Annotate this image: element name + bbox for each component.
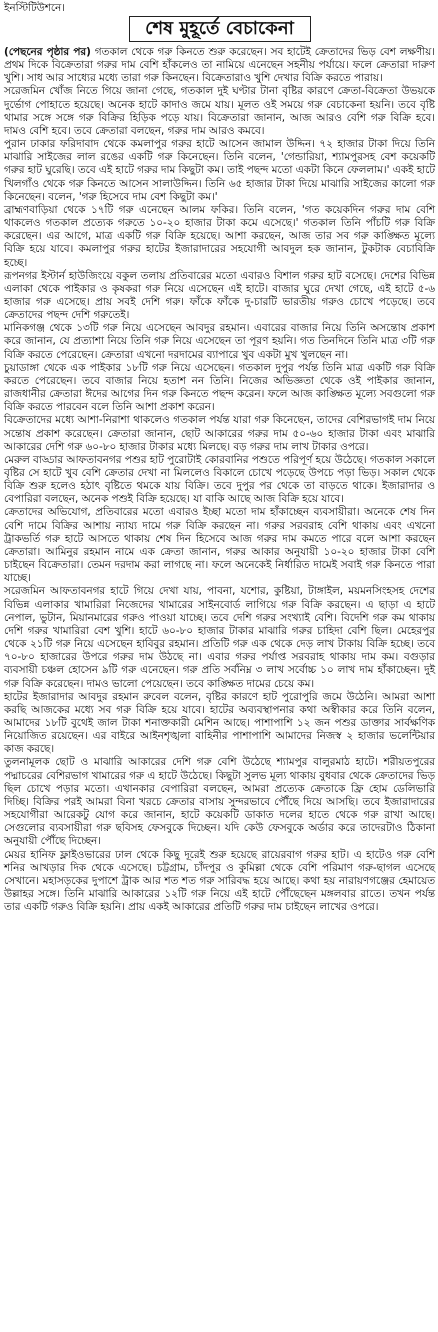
paragraph-4: ব্রাহ্মণবাড়িয়া থেকে ১৭টি গরু এনেছেন আলম ফকির। তিনি বলেন, 'গত কয়েকদিন গরুর দাম বেশি থাকলেও গতকাল প্রত্যেক গরুতে ১০-২০ হাজার টাকা কমে এসেছে।' গতকাল তিনি পাঁচটি গরু বিক্রি করেছেন। এর আগে, মাত্র একটি গরু বিক্রি হয়েছে। আশা করছেন, আজ তার সব গরু কাঙ্ক্ষিত মূল্যে বিক্রি হয়ে যাবে। কমলাপুর গরুর হাটের ইজারাদারের সহযোগী আবদুল হক জানান, টুকটাক বেচাবিক্রি হচ্ছে। (4, 203, 435, 269)
paragraph-3: পুরান ঢাকার ফরিদাবাদ থেকে কমলাপুর গরুর হাটে আসেন জামাল উদ্দিন। ৭২ হাজার টাকা দিয়ে তিনি মাঝারি সাইজের লাল রঙের একটি গরু কিনেছেন। তিনি বলেন, 'গেন্ডারিয়া, শ্যামপুরসহ বেশ কয়েকটি গরুর হাট ঘুরেছি। তবে এই হাটে গরুর দাম কিছুটা কম। তাই পছন্দ মতো একটা কিনে ফেললাম।' একই হাটে খিলগাঁও থেকে গরু কিনতে আসেন সালাউদ্দিন। তিনি ৬৫ হাজার টাকা দিয়ে মাঝারি সাইজের কালো গরু কিনেছেন। বলেন, 'গরু হিসেবে দাম বেশ কিছুটা কম।' (4, 138, 435, 203)
paragraph-13: তুলনামূলক ছোট ও মাঝারি আকারের দেশি গরু বেশি উঠেছে শ্যামপুর বালুরমাঠ হাটে। শরীয়তপুরের পদ্মাচরের বেশিরভাগ খামারের গরু এ হাটে উঠেছে। কিছুটা সুলভ মূল্য থাকায় বুধবার থেকে ক্রেতাদের ভিড় ছিল চোখে পড়ার মতো। এখানকার বেপারিরা বলছেন, আমরা প্রত্যেক ক্রেতাকে ফ্রি হোম ডেলিভারি দিচ্ছি। বিক্রির পরই আমরা বিনা খরচে ক্রেতার বাসায় সুন্দরভাবে পৌঁছে দিয়ে আসছি। তবে ইজারাদারের সহযোগীরা আরেকটু যোগ করে জানান, হাটে কয়েকটি ডাকাত দলের হাতে থেকে গরু রাখা আছে। সেগুলোর ব্যবসায়ীরা গরু ছবিসহ ফেসবুকে দিচ্ছেন। যদি কেউ ফেসবুকে অর্ডার করে তাদেরটাও ঠিকানা অনুযায়ী পৌঁছে দিচ্ছেন। (4, 756, 435, 848)
article-body (4, 46, 435, 914)
paragraph-8: বিক্রেতাদের মধ্যে আশা-নিরাশা থাকলেও গতকাল পর্যন্ত যারা গরু কিনেছেন, তাদের বেশিরভাগই দাম নিয়ে সন্তোষ প্রকাশ করেছেন। ক্রেতারা জানান, ছোট আকারের গরুর দাম ৫০-৬০ হাজার টাকা এবং মাঝারি আকারের দেশি গরু ৬০-৮০ হাজার টাকার মধ্যে মিলছে। বড় গরুর দাম লাখ টাকার ওপরে। (4, 414, 435, 453)
continued-label: (পেছনের পৃষ্ঠার পর) (4, 46, 91, 58)
paragraph-5: রূপনগর ইস্টার্ন হাউজিংয়ে বকুল তলায় প্রতিবারের মতো এবারও বিশাল গরুর হাট বসেছে। দেশের বিভিন্ন এলাকা থেকে পাইকার ও কৃষকরা গরু নিয়ে এসেছেন এই হাটে। বাজার ঘুরে দেখা গেছে, এই হাটে ৫-৬ হাজার গরু এসেছে। প্রায় সবই দেশি গরু। ফাঁকে ফাঁকে দু-চারটি ভারতীয় গরুও চোখে পড়েছে। তবে ক্রেতাদের পছন্দ দেশি গরুতেই। (4, 269, 435, 322)
paragraph-2: সরেজমিন খোঁজ নিতে গিয়ে জানা গেছে, গতকাল দুই ঘণ্টার টানা বৃষ্টির কারণে ক্রেতা-বিক্রেতা উভয়কে দুর্ভোগ পোহাতে হয়েছে। অনেক হাটে কাদাও জমে যায়। মূলত ওই সময়ে গরু বেচাকেনা হয়নি। তবে বৃষ্টি থামার সঙ্গে সঙ্গে গরু বিক্রির হিড়িক পড়ে যায়। বিক্রেতারা জানান, আজ আরও বেশি গরু বিক্রি হবে। দামও বেশি হবে। তবে ক্রেতারা বলছেন, গরুর দাম আরও কমবে। (4, 85, 435, 137)
paragraph-10: ক্রেতাদের অভিযোগ, প্রতিবারের মতো এবারও ইচ্ছা মতো দাম হাঁকাচ্ছেন ব্যবসায়ীরা। অনেকে শেষ দিন বেশি দামে বিক্রির আশায় ন্যায্য দামে গরু বিক্রি করছেন না। গরুর সরবরাহ বেশি থাকায় এবং এখনো ট্রাকভর্তি গরু হাটে আসতে থাকায় শেষ দিন হিসেবে আজ গরুর দাম কমতে পারে বলে আশা করছেন ক্রেতারা। আমিনুর রহমান নামে এক ক্রেতা জানান, গরুর আকার অনুযায়ী ১০-২০ হাজার টাকা বেশি চাইছেন বিক্রেতারা। তেমন দরদাম করা লাগছে না। ফলে অনেকেই নির্ধারিত দামেই সবাই গরু কিনতে পারা যাচ্ছে। (4, 506, 435, 585)
paragraph-1-text: গতকাল থেকে গরু কিনতে শুরু করেছেন। সব হাটেই ক্রেতাদের ভিড় বেশ লক্ষণীয়। প্রথম দিকে বিক্রেতারা গরুর দাম বেশি হাঁকলেও তা নামিয়ে এনেছেন সহনীয় পর্যায়ে। ফলে ক্রেতারা দারুণ খুশি। সাধ আর সাধ্যের মধ্যে তারা গরু কিনছেন। বিক্রেতারাও খুশি দেখার বিক্রি করতে পারায়। (4, 46, 435, 85)
paragraph-11: সরেজমিন আফতাবনগর হাটে গিয়ে দেখা যায়, পাবনা, যশোর, কুষ্টিয়া, টাঙ্গাইল, ময়মনসিংহসহ দেশের বিভিন্ন এলাকার খামারিরা নিজেদের খামারের সাইনবোর্ড লাগিয়ে গরু বিক্রি করছেন। এ ছাড়া এ হাটে নেপাল, ভুটান, মিয়ানমারের গরুও পাওয়া যাচ্ছে। তবে দেশি গরুর সংখ্যাই বেশি। বিদেশি গরু কম থাকায় দেশি গরুর খামারিরা বেশ খুশি। হাটে ৬০-৮০ হাজার টাকার মাঝারি গরুর চাহিদা বেশি ছিল। মেহেরপুর থেকে ২১টি গরু নিয়ে এসেছেন হাবিবুর রহমান। প্রতিটি গরু এক থেকে দেড় লাখ টাকায় বিক্রি হচ্ছে। তবে ৭০-৮০ হাজারের উপরে গরুর দাম উঠছে না। এবার গরুর পর্যাপ্ত সরবরাহ থাকায় দাম কম। বগুড়ার ব্যবসায়ী চঞ্চল হোসেন ৯টি গরু এনেছেন। গরু প্রতি সর্বনিম্ন ৩ লাখ সর্বোচ্চ ১০ লাখ দাম হাঁকাচ্ছেন। দুই গরু বিক্রি করেছেন। দামও ভালো পেয়েছেন। তবে কাঙ্ক্ষিত দামের চেয়ে কম। (4, 585, 435, 690)
paragraph-7: চুয়াডাঙ্গা থেকে এক পাইকার ১৮টি গরু নিয়ে এসেছেন। গতকাল দুপুর পর্যন্ত তিনি মাত্র একটি গরু বিক্রি করতে পেরেছেন। তবে বাজার নিয়ে হতাশ নন তিনি। নিজের অভিজ্ঞতা থেকে ওই পাইকার জানান, রাজধানীর ক্রেতারা ঈদের আগের দিন গরু কিনতে পছন্দ করেন। ফলে আজ কাঙ্ক্ষিত মূল্যে সবগুলো গরু বিক্রি করতে পারবেন বলে তিনি আশা প্রকাশ করেন। (4, 361, 435, 414)
paragraph-6: মানিকগঞ্জ থেকে ১৩টি গরু নিয়ে এসেছেন আবদুর রহমান। এবারের বাজার নিয়ে তিনি অসন্তোষ প্রকাশ করে জানান, যে প্রত্যাশা নিয়ে তিনি গরু নিয়ে এসেছেন তা পূরণ হয়নি। গত তিনদিনে তিনি মাত্র ৩টি গরু বিক্রি করতে পেরেছেন। ক্রেতারা এখনো দরদামের ব্যাপারে খুব একটা মুখ খুলছেন না। (4, 322, 435, 361)
paragraph-9: মেরুল বাড্ডার আফতাবনগর পশুর হাট পুরোটাই কোরবানির পশুতে পরিপূর্ণ হয়ে উঠেছে। গতকাল সকালে বৃষ্টির সে হাটে খুব বেশি ক্রেতার দেখা না মিললেও বিকালে চোখে পড়েছে উপচে পড়া ভিড়। সকাল থেকে বিক্রি শুরু হলেও হঠাৎ বৃষ্টিতে থমকে যায় বিক্রি। তবে দুপুর পর থেকে তা বাড়তে থাকে। ইজারাদার ও বেপারিরা বলছেন, অনেক পশুই বিক্রি হয়েছে। যা বাকি আছে আজ বিক্রি হয়ে যাবে। (4, 453, 435, 506)
paragraph-1 (4, 46, 435, 85)
paragraph-14: মেয়র হানিফ ফ্লাইওভারের ঢাল থেকে কিছু দূরেই শুরু হয়েছে রায়েরবাগ গরুর হাট। এ হাটেও গরু বেশি শনির আখড়ার দিক থেকে এসেছে। চট্টগ্রাম, চাঁদপুর ও কুমিল্লা থেকে বেশি পরিমাণ গরু-ছাগল এসেছে সেখানে। মহাসড়কের দুপাশে ট্রাক আর শত শত গরু সারিবদ্ধ হয়ে আছে। কথা হয় নারায়ণগঞ্জের হেমায়েত উল্লাহর সঙ্গে। তিনি মাঝারি আকারের ১২টি গরু নিয়ে এই হাটে পৌঁছেছেন মঙ্গলবার রাতে। তখন পর্যন্ত তার একটি গরুও বিক্রি হয়নি। প্রায় একই আকারের প্রতিটি গরুর দাম চাইছেন লাখের ওপরে। (4, 848, 435, 914)
headline: শেষ মুহূর্তে বেচাকেনা (129, 16, 311, 42)
paragraph-12: হাটের ইজারাদার আবদুর রহমান রুবেল বলেন, বৃষ্টির কারণে হাট পুরোপুরি জমে উঠেনি। আমরা আশা করছি আজকের মধ্যে সব গরু বিক্রি হয়ে যাবে। হাটের অব্যবস্থাপনার কথা অস্বীকার করে তিনি বলেন, আমাদের ১৮টি বুথেই জাল টাকা শনাক্তকারী মেশিন আছে। পাশাপাশি ১২ জন পশুর ডাক্তার সার্বক্ষণিক নিয়োজিত রয়েছেন। এর বাইরে আইনশৃঙ্খলা বাহিনীর পাশাপাশি আমাদের নিজস্ব ২ হাজার ভলেন্টিয়ার কাজ করছে। (4, 690, 435, 756)
kicker-text: ইনস্টিটিউশনে। (4, 2, 65, 14)
